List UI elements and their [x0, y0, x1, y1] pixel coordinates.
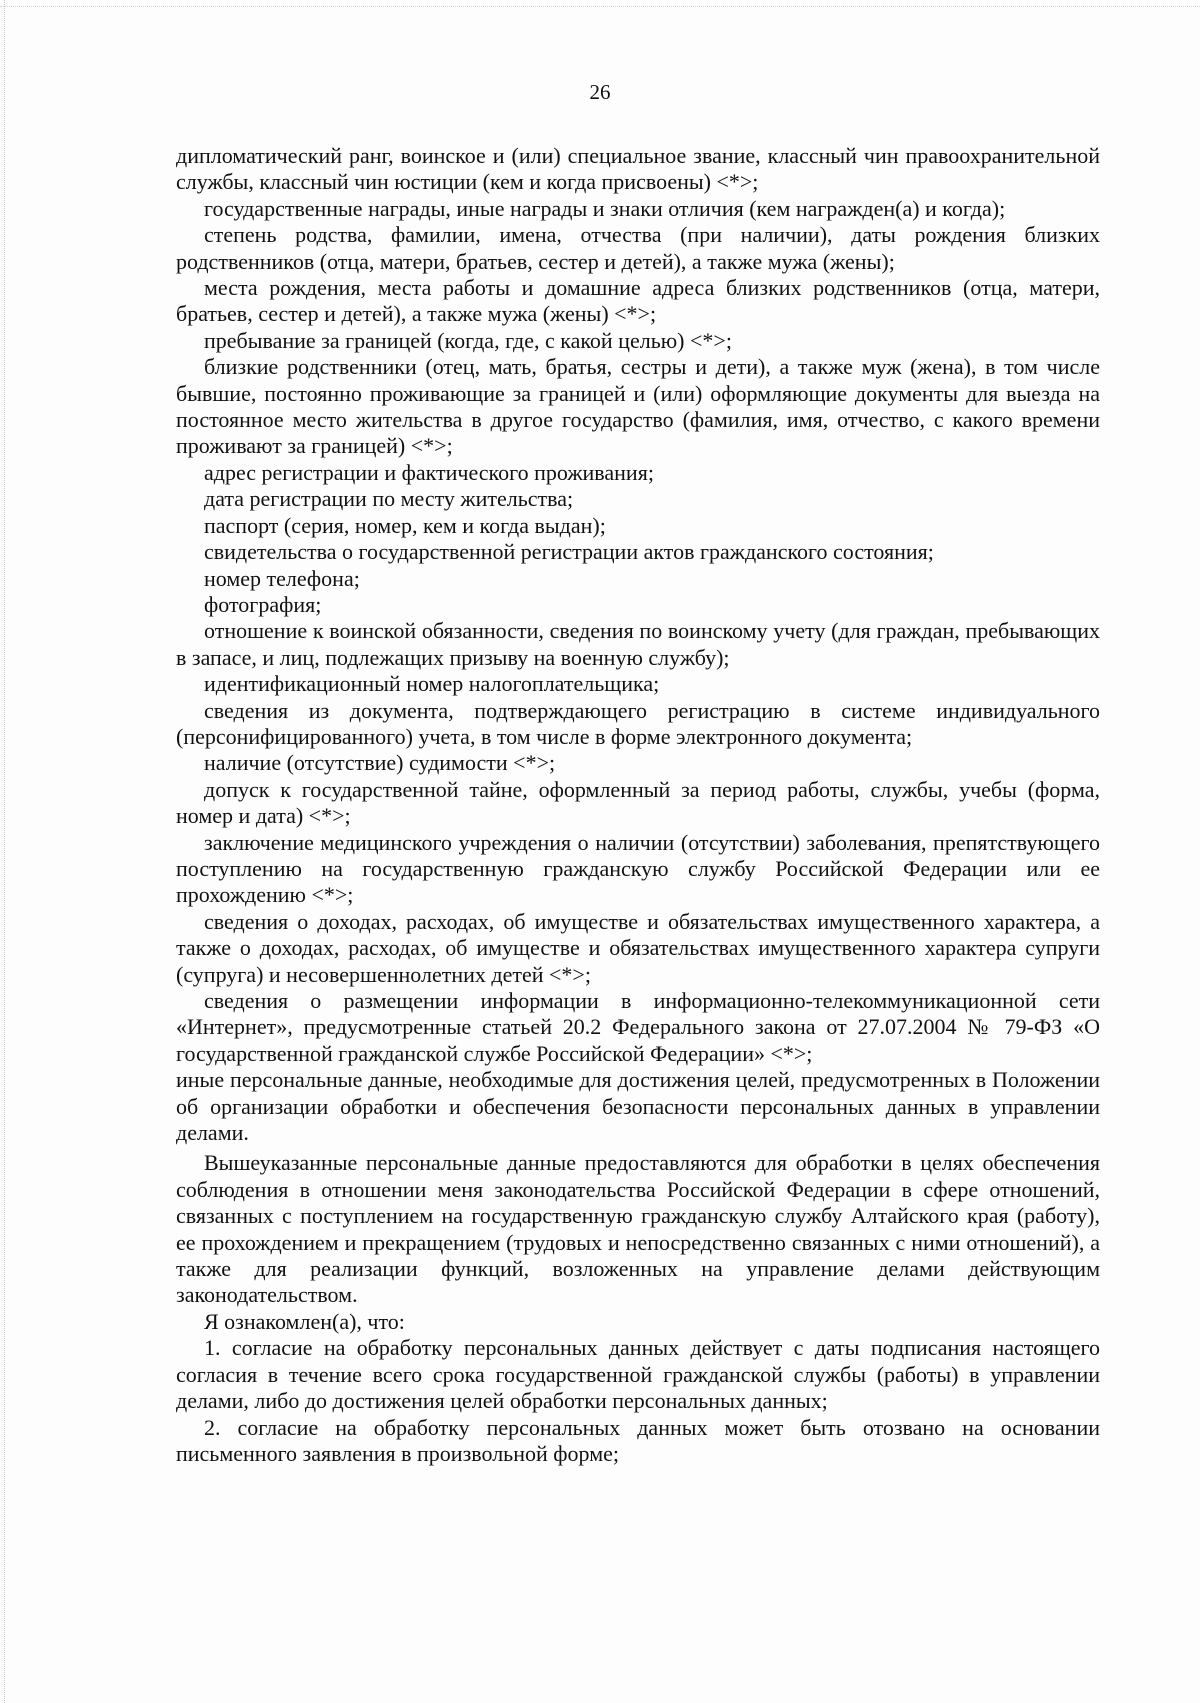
paragraph: дипломатический ранг, воинское и (или) специальное звание, классный чин правоохранительной службы, классный чин юстиции (кем и когда присвоены) <*>; [176, 143, 1100, 195]
paragraph: иные персональные данные, необходимые для достижения целей, предусмотренных в Положении об организации обработки и обеспечения безопасности персональных данных в управлении делами. [176, 1067, 1100, 1146]
scan-top-edge [0, 6, 1200, 8]
paragraph: фотография; [204, 591, 322, 617]
paragraph: номер телефона; [204, 565, 360, 591]
paragraph: сведения из документа, подтверждающего регистрацию в системе индивидуального (персонифицированного) учета, в том числе в форме электронного документа; [176, 697, 1100, 749]
paragraph: государственные награды, иные награды и знаки отличия (кем награжден(а) и когда); [204, 195, 1006, 221]
paragraph: 1. согласие на обработку персональных данных действует с даты подписания настоящего согласия в течение всего срока государственной гражданской службы (работы) в управлении делами, либо до достижения целей обработки персональных данных; [176, 1335, 1100, 1414]
paragraph: сведения о доходах, расходах, об имуществе и обязательствах имущественного характера, а также о доходах, расходах, об имуществе и обязательствах имущественного характера супруги (супруга) и несовершеннолетних детей <*>; [176, 908, 1100, 987]
paragraph: пребывание за границей (когда, где, с какой целью) <*>; [204, 327, 732, 353]
paragraph: заключение медицинского учреждения о наличии (отсутствии) заболевания, препятствующего поступлению на государственную гражданскую службу Российской Федерации или ее прохождению <*>; [176, 829, 1100, 908]
paragraph: Я ознакомлен(а), что: [204, 1308, 405, 1334]
paragraph: наличие (отсутствие) судимости <*>; [204, 750, 556, 776]
paragraph: 2. согласие на обработку персональных данных может быть отозвано на основании письменного заявления в произвольной форме; [176, 1414, 1100, 1466]
paragraph: степень родства, фамилии, имена, отчества (при наличии), даты рождения близких родственников (отца, матери, братьев, сестер и детей), а также мужа (жены); [176, 222, 1100, 274]
paragraph: близкие родственники (отец, мать, братья, сестры и дети), а также муж (жена), в том числе бывшие, постоянно проживающие за границей и (или) оформляющие документы для выезда на постоянное место жительства в другое государство (фамилия, имя, отчество, с какого времени проживают за границей) <*>; [176, 354, 1100, 459]
paragraph: места рождения, места работы и домашние адреса близких родственников (отца, матери, братьев, сестер и детей), а также мужа (жены) <*>; [176, 275, 1100, 327]
page-number: 26 [589, 80, 611, 104]
paragraph: Вышеуказанные персональные данные предоставляются для обработки в целях обеспечения соблюдения в отношении меня законодательства Российской Федерации в сфере отношений, связанных с поступлением на государственную гражданскую службу Алтайского края (работу), ее прохождением и прекращением (трудовых и непосредственно связанных с ними отношений), а также для реализации функций, возложенных на управление делами действующим законодательством. [176, 1150, 1100, 1308]
paragraph: идентификационный номер налогоплательщика; [204, 671, 660, 697]
paragraph: свидетельства о государственной регистрации актов гражданского состояния; [204, 539, 934, 565]
paragraph: паспорт (серия, номер, кем и когда выдан); [204, 512, 606, 538]
paragraph: отношение к воинской обязанности, сведения по воинскому учету (для граждан, пребывающих в запасе, и лиц, подлежащих призыву на военную службу); [176, 618, 1100, 670]
document-body [176, 143, 1100, 1467]
paragraph: сведения о размещении информации в информационно-телекоммуникационной сети «Интернет», предусмотренные статьей 20.2 Федерального закона от 27.07.2004 № 79-ФЗ «О государственной гражданской службе Российской Федерации» <*>; [176, 988, 1100, 1066]
paragraph: дата регистрации по месту жительства; [204, 486, 574, 512]
paragraph: допуск к государственной тайне, оформленный за период работы, службы, учебы (форма, номер и дата) <*>; [176, 776, 1100, 829]
scan-left-edge [4, 0, 7, 1703]
paragraph: адрес регистрации и фактического проживания; [204, 459, 654, 485]
